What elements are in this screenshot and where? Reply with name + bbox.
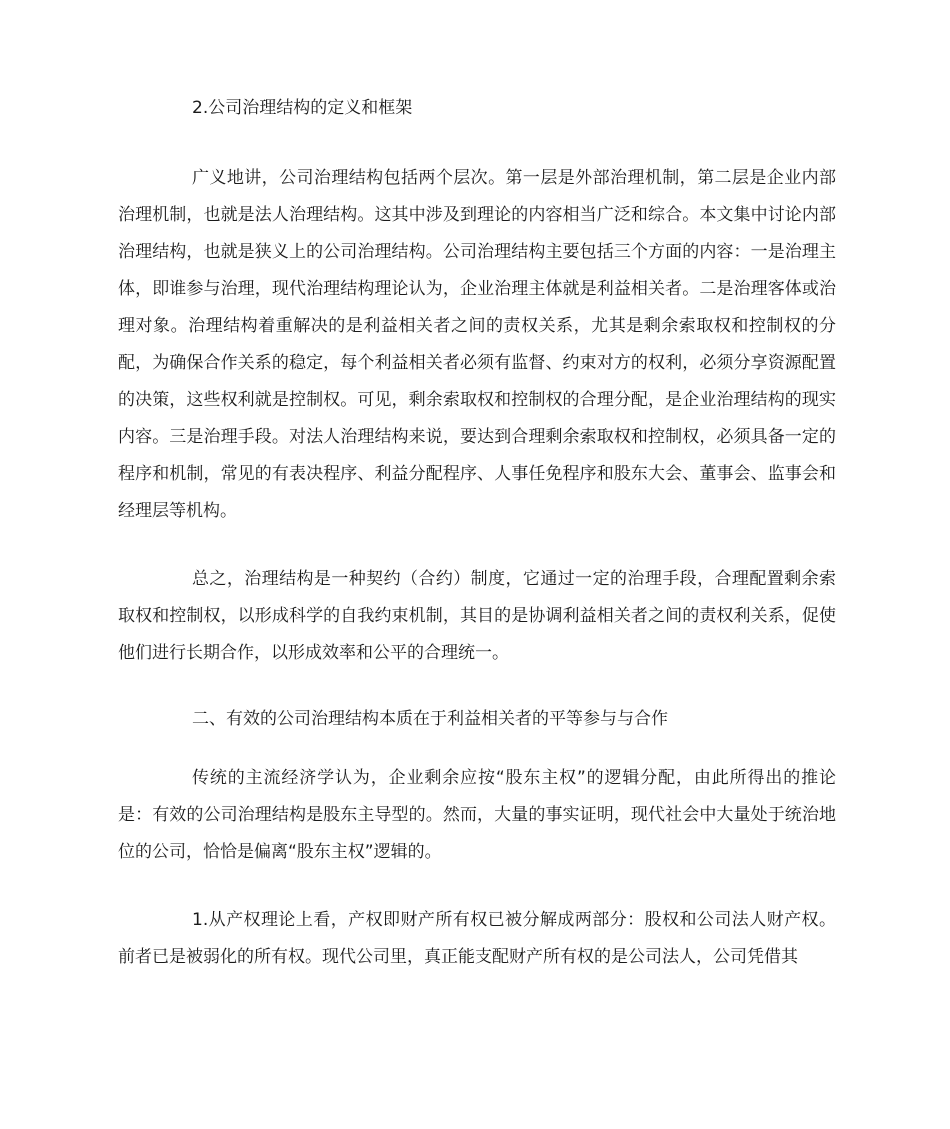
document-body [118,92,836,976]
paragraph-property-rights: 1.从产权理论上看，产权即财产所有权已被分解成两部分：股权和公司法人财产权。前者已是被弱化的所有权。现代公司里，真正能支配财产所有权的是公司法人，公司凭借其 [118,910,836,967]
spacer [118,124,836,160]
paragraph-broad-definition: 广义地讲，公司治理结构包括两个层次。第一层是外部治理机制，第二层是企业内部治理机制，也就是法人治理结构。这其中涉及到理论的内容相当广泛和综合。本文集中讨论内部治理结构，也就是狭义上的公司治理结构。公司治理结构主要包括三个方面的内容：一是治理主体，即谁参与治理，现代治理结构理论认为，企业治理主体就是利益相关者。二是治理客体或治理对象。治理结构着重解决的是利益相关者之间的责权关系，尤其是剩余索取权和控制权的分配，为确保合作关系的稳定，每个利益相关者必须有监督、约束对方的权利，必须分享资源配置的决策，这些权利就是控制权。可见，剩余索取权和控制权的合理分配，是企业治理结构的现实内容。三是治理手段。对法人治理结构来说，要达到合理剩余索取权和控制权，必须具备一定的程序和机制，常见的有表决程序、利益分配程序、人事任免程序和股东大会、董事会、监事会和经理层等机构。 [118,168,836,521]
spacer [118,871,836,902]
paragraph-traditional-economics: 传统的主流经济学认为，企业剩余应按“股东主权”的逻辑分配，由此所得出的推论是：有效的公司治理结构是股东主导型的。然而，大量的事实证明，现代社会中大量处于统治地位的公司，恰恰是偏离“股东主权”逻辑的。 [118,768,836,862]
spacer [118,672,836,703]
section-heading-definition: 2.公司治理结构的定义和框架 [192,98,413,118]
section-heading-effective-governance: 二、有效的公司治理结构本质在于利益相关者的平等参与与合作 [192,709,668,729]
spacer [118,530,836,561]
paragraph-summary: 总之，治理结构是一种契约（合约）制度，它通过一定的治理手段，合理配置剩余索取权和控制权，以形成科学的自我约束机制，其目的是协调利益相关者之间的责权利关系，促使他们进行长期合作，以形成效率和公平的合理统一。 [118,569,836,663]
spacer [118,735,836,760]
